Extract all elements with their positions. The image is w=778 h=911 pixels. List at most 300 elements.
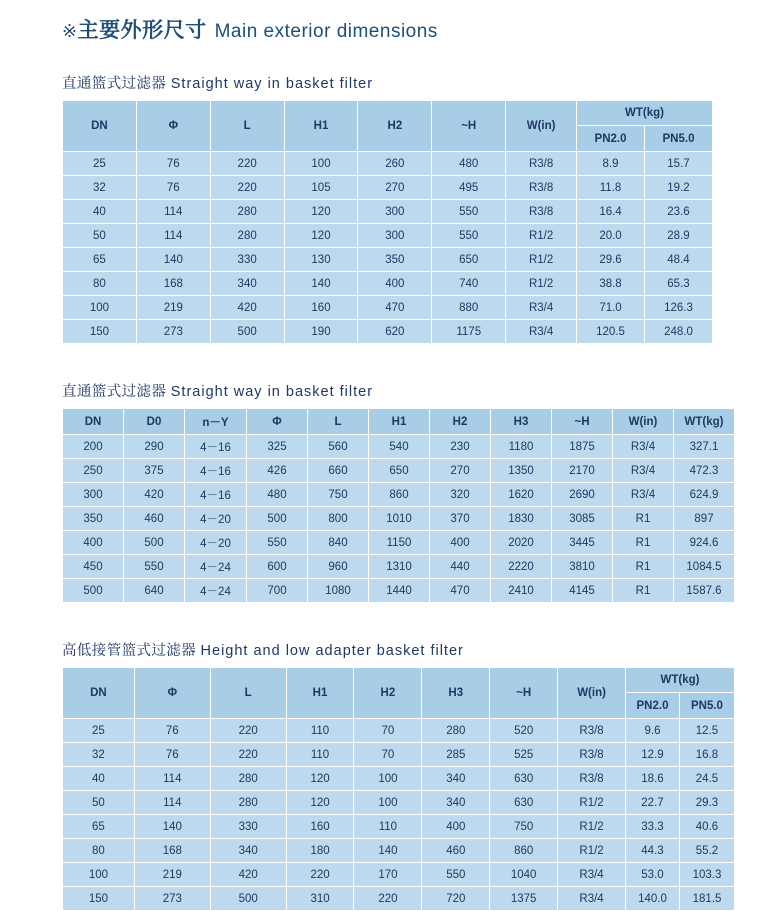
cell: 220 — [210, 152, 284, 176]
cell: 114 — [134, 767, 210, 791]
col-header-wt-group: WT(kg) — [577, 101, 713, 126]
cell: 500 — [63, 579, 124, 603]
section-title — [62, 639, 778, 660]
cell: R3/8 — [558, 719, 626, 743]
section-title-en: Height and low adapter basket filter — [200, 643, 464, 659]
cell: 120 — [284, 224, 358, 248]
cell: 325 — [247, 435, 308, 459]
cell: 860 — [369, 483, 430, 507]
cell: 220 — [210, 719, 286, 743]
cell: 130 — [284, 248, 358, 272]
cell: 495 — [432, 176, 506, 200]
cell: 310 — [286, 887, 354, 911]
cell: 1150 — [369, 531, 430, 555]
cell: 500 — [247, 507, 308, 531]
cell: 181.5 — [679, 887, 734, 911]
cell: 220 — [210, 743, 286, 767]
cell: 285 — [422, 743, 490, 767]
cell: 270 — [358, 176, 432, 200]
col-header-wt-group: WT(kg) — [626, 668, 735, 693]
table-row — [63, 531, 735, 555]
cell: 3445 — [552, 531, 613, 555]
table-row — [63, 459, 735, 483]
cell: 860 — [490, 839, 558, 863]
cell: 340 — [210, 272, 284, 296]
table-row — [63, 887, 735, 911]
cell: R1/2 — [506, 224, 577, 248]
col-header-dn: DN — [63, 668, 135, 719]
cell: 700 — [247, 579, 308, 603]
cell: 44.3 — [626, 839, 680, 863]
cell: 219 — [134, 863, 210, 887]
section-straight-way-large — [62, 380, 778, 603]
cell: 160 — [286, 815, 354, 839]
cell: 48.4 — [644, 248, 712, 272]
cell: 420 — [210, 296, 284, 320]
cell: 2410 — [491, 579, 552, 603]
cell: 300 — [358, 224, 432, 248]
cell: 220 — [354, 887, 422, 911]
cell: 260 — [358, 152, 432, 176]
cell: 525 — [490, 743, 558, 767]
cell: 8.9 — [577, 152, 645, 176]
table-row — [63, 863, 735, 887]
cell: 4－24 — [185, 555, 247, 579]
cell: 120 — [286, 767, 354, 791]
cell: 100 — [354, 767, 422, 791]
cell: 29.3 — [679, 791, 734, 815]
cell: 924.6 — [674, 531, 735, 555]
cell: 280 — [210, 200, 284, 224]
cell: 2020 — [491, 531, 552, 555]
col-header-w-in: W(in) — [506, 101, 577, 152]
cell: 1830 — [491, 507, 552, 531]
table-row — [63, 743, 735, 767]
cell: R1 — [613, 555, 674, 579]
cell: 273 — [136, 320, 210, 344]
section-title-en: Straight way in basket filter — [170, 384, 374, 400]
col-header-w-in: W(in) — [613, 409, 674, 435]
cell: 280 — [210, 767, 286, 791]
col-header-pn20: PN2.0 — [626, 693, 680, 719]
cell: 16.4 — [577, 200, 645, 224]
cell: 220 — [210, 176, 284, 200]
cell: 1587.6 — [674, 579, 735, 603]
cell: 71.0 — [577, 296, 645, 320]
cell: 4－16 — [185, 459, 247, 483]
cell: 140 — [134, 815, 210, 839]
cell: R1 — [613, 507, 674, 531]
cell: 180 — [286, 839, 354, 863]
cell: 880 — [432, 296, 506, 320]
cell: 520 — [490, 719, 558, 743]
cell: 280 — [210, 791, 286, 815]
cell: 550 — [422, 863, 490, 887]
cell: 400 — [63, 531, 124, 555]
cell: 270 — [430, 459, 491, 483]
table-header-row — [63, 668, 735, 693]
table-row — [63, 176, 713, 200]
col-header-wt: WT(kg) — [674, 409, 735, 435]
col-header-phi: Φ — [247, 409, 308, 435]
cell: R1/2 — [506, 248, 577, 272]
cell: 100 — [284, 152, 358, 176]
col-header-h2: H2 — [430, 409, 491, 435]
cell: 126.3 — [644, 296, 712, 320]
cell: 1875 — [552, 435, 613, 459]
table-row — [63, 719, 735, 743]
cell: 150 — [63, 320, 137, 344]
cell: 300 — [63, 483, 124, 507]
cell: 640 — [124, 579, 185, 603]
cell: 65.3 — [644, 272, 712, 296]
table-row — [63, 248, 713, 272]
col-header-phi: Φ — [136, 101, 210, 152]
cell: 600 — [247, 555, 308, 579]
cell: 105 — [284, 176, 358, 200]
cell: 1084.5 — [674, 555, 735, 579]
table-row — [63, 224, 713, 248]
table-row — [63, 483, 735, 507]
cell: 327.1 — [674, 435, 735, 459]
cell: 140 — [284, 272, 358, 296]
cell: 50 — [63, 224, 137, 248]
cell: 897 — [674, 507, 735, 531]
cell: 220 — [286, 863, 354, 887]
cell: 480 — [247, 483, 308, 507]
table-header-row — [63, 409, 735, 435]
table-row — [63, 507, 735, 531]
table-row — [63, 296, 713, 320]
cell: 40 — [63, 200, 137, 224]
cell: 65 — [63, 248, 137, 272]
cell: R3/8 — [558, 767, 626, 791]
col-header-h1: H1 — [369, 409, 430, 435]
cell: 168 — [136, 272, 210, 296]
cell: 470 — [358, 296, 432, 320]
cell: 960 — [308, 555, 369, 579]
cell: 4－24 — [185, 579, 247, 603]
cell: 375 — [124, 459, 185, 483]
cell: 200 — [63, 435, 124, 459]
cell: 80 — [63, 839, 135, 863]
cell: 750 — [308, 483, 369, 507]
table-row — [63, 320, 713, 344]
cell: 800 — [308, 507, 369, 531]
cell: 32 — [63, 743, 135, 767]
cell: 1620 — [491, 483, 552, 507]
col-header-h-approx: ~H — [490, 668, 558, 719]
section-title — [62, 380, 778, 401]
cell: 400 — [422, 815, 490, 839]
cell: 103.3 — [679, 863, 734, 887]
cell: 480 — [432, 152, 506, 176]
col-header-n-y: n－Y — [185, 409, 247, 435]
cell: 2170 — [552, 459, 613, 483]
cell: R3/8 — [506, 200, 577, 224]
cell: 1040 — [490, 863, 558, 887]
cell: 340 — [422, 791, 490, 815]
dimensions-table-1 — [62, 100, 713, 344]
cell: 70 — [354, 719, 422, 743]
col-header-dn: DN — [63, 409, 124, 435]
cell: 140 — [136, 248, 210, 272]
cell: 1180 — [491, 435, 552, 459]
cell: 340 — [210, 839, 286, 863]
cell: R3/4 — [613, 483, 674, 507]
cell: 1310 — [369, 555, 430, 579]
cell: 500 — [210, 320, 284, 344]
section-title-cn: 直通篮式过滤器 — [62, 76, 167, 92]
cell: 100 — [63, 296, 137, 320]
cell: 23.6 — [644, 200, 712, 224]
col-header-dn: DN — [63, 101, 137, 152]
table-row — [63, 200, 713, 224]
col-header-h2: H2 — [358, 101, 432, 152]
cell: 330 — [210, 248, 284, 272]
col-header-pn50: PN5.0 — [644, 126, 712, 152]
cell: 140 — [354, 839, 422, 863]
cell: 100 — [354, 791, 422, 815]
cell: 340 — [422, 767, 490, 791]
cell: 4－16 — [185, 483, 247, 507]
cell: R1/2 — [558, 839, 626, 863]
cell: 3085 — [552, 507, 613, 531]
section-straight-way-small — [62, 72, 778, 344]
cell: 1375 — [490, 887, 558, 911]
cell: 55.2 — [679, 839, 734, 863]
cell: 2220 — [491, 555, 552, 579]
cell: 840 — [308, 531, 369, 555]
cell: R3/8 — [506, 152, 577, 176]
cell: R1 — [613, 531, 674, 555]
table-header-row — [63, 101, 713, 126]
cell: 110 — [286, 743, 354, 767]
cell: 540 — [369, 435, 430, 459]
cell: R3/4 — [506, 296, 577, 320]
cell: 28.9 — [644, 224, 712, 248]
cell: 15.7 — [644, 152, 712, 176]
cell: 70 — [354, 743, 422, 767]
col-header-h3: H3 — [422, 668, 490, 719]
cell: 1175 — [432, 320, 506, 344]
cell: 273 — [134, 887, 210, 911]
cell: 400 — [358, 272, 432, 296]
cell: 550 — [124, 555, 185, 579]
col-header-h-approx: ~H — [432, 101, 506, 152]
table-row — [63, 791, 735, 815]
cell: 290 — [124, 435, 185, 459]
cell: 12.9 — [626, 743, 680, 767]
cell: 80 — [63, 272, 137, 296]
title-en: Main exterior dimensions — [214, 21, 438, 42]
col-header-pn50: PN5.0 — [679, 693, 734, 719]
cell: 250 — [63, 459, 124, 483]
cell: 2690 — [552, 483, 613, 507]
cell: R3/4 — [558, 863, 626, 887]
title-cn: 主要外形尺寸 — [77, 19, 207, 42]
cell: 470 — [430, 579, 491, 603]
cell: 76 — [134, 719, 210, 743]
cell: 650 — [432, 248, 506, 272]
cell: 740 — [432, 272, 506, 296]
cell: 76 — [136, 152, 210, 176]
cell: 100 — [63, 863, 135, 887]
section-title-cn: 高低接管篮式过滤器 — [62, 643, 197, 659]
cell: 248.0 — [644, 320, 712, 344]
col-header-h-approx: ~H — [552, 409, 613, 435]
cell: 16.8 — [679, 743, 734, 767]
col-header-l: L — [210, 101, 284, 152]
dimensions-table-2 — [62, 408, 735, 603]
cell: 4－20 — [185, 507, 247, 531]
col-header-h2: H2 — [354, 668, 422, 719]
cell: 170 — [354, 863, 422, 887]
cell: 20.0 — [577, 224, 645, 248]
cell: 4－16 — [185, 435, 247, 459]
cell: 140.0 — [626, 887, 680, 911]
cell: 350 — [63, 507, 124, 531]
cell: 630 — [490, 791, 558, 815]
cell: 18.6 — [626, 767, 680, 791]
cell: 460 — [124, 507, 185, 531]
cell: 19.2 — [644, 176, 712, 200]
cell: 460 — [422, 839, 490, 863]
cell: 370 — [430, 507, 491, 531]
cell: 53.0 — [626, 863, 680, 887]
title-mark: ※ — [62, 21, 78, 41]
cell: 9.6 — [626, 719, 680, 743]
table-row — [63, 152, 713, 176]
cell: 550 — [432, 224, 506, 248]
cell: 65 — [63, 815, 135, 839]
cell: 750 — [490, 815, 558, 839]
dimensions-table-3 — [62, 667, 735, 911]
cell: 660 — [308, 459, 369, 483]
table-row — [63, 767, 735, 791]
cell: 620 — [358, 320, 432, 344]
cell: R3/8 — [558, 743, 626, 767]
cell: 120 — [284, 200, 358, 224]
cell: 25 — [63, 152, 137, 176]
cell: 4145 — [552, 579, 613, 603]
cell: 560 — [308, 435, 369, 459]
cell: R3/4 — [558, 887, 626, 911]
cell: 440 — [430, 555, 491, 579]
cell: 300 — [358, 200, 432, 224]
cell: 630 — [490, 767, 558, 791]
cell: 624.9 — [674, 483, 735, 507]
table-row — [63, 579, 735, 603]
cell: 472.3 — [674, 459, 735, 483]
cell: 350 — [358, 248, 432, 272]
cell: 650 — [369, 459, 430, 483]
cell: R1/2 — [558, 791, 626, 815]
cell: 33.3 — [626, 815, 680, 839]
cell: R3/4 — [613, 459, 674, 483]
cell: 219 — [136, 296, 210, 320]
cell: R1/2 — [558, 815, 626, 839]
cell: 1010 — [369, 507, 430, 531]
cell: 40 — [63, 767, 135, 791]
cell: 420 — [124, 483, 185, 507]
cell: R3/4 — [613, 435, 674, 459]
cell: R1 — [613, 579, 674, 603]
cell: 22.7 — [626, 791, 680, 815]
cell: 550 — [432, 200, 506, 224]
table-row — [63, 555, 735, 579]
section-height-low-adapter — [62, 639, 778, 911]
cell: 114 — [136, 224, 210, 248]
cell: 500 — [124, 531, 185, 555]
cell: 190 — [284, 320, 358, 344]
col-header-w-in: W(in) — [558, 668, 626, 719]
cell: 120.5 — [577, 320, 645, 344]
cell: 280 — [210, 224, 284, 248]
cell: 25 — [63, 719, 135, 743]
cell: 120 — [286, 791, 354, 815]
cell: 114 — [134, 791, 210, 815]
cell: R3/4 — [506, 320, 577, 344]
cell: 76 — [136, 176, 210, 200]
cell: 110 — [354, 815, 422, 839]
table-row — [63, 839, 735, 863]
table-row — [63, 435, 735, 459]
cell: 320 — [430, 483, 491, 507]
cell: R1/2 — [506, 272, 577, 296]
cell: 3810 — [552, 555, 613, 579]
cell: 230 — [430, 435, 491, 459]
section-title — [62, 72, 778, 93]
cell: 168 — [134, 839, 210, 863]
cell: 12.5 — [679, 719, 734, 743]
table-row — [63, 272, 713, 296]
cell: 1440 — [369, 579, 430, 603]
cell: 50 — [63, 791, 135, 815]
col-header-h3: H3 — [491, 409, 552, 435]
page-title — [62, 14, 778, 44]
cell: 420 — [210, 863, 286, 887]
table-row — [63, 815, 735, 839]
cell: 280 — [422, 719, 490, 743]
col-header-phi: Φ — [134, 668, 210, 719]
col-header-d0: D0 — [124, 409, 185, 435]
cell: 24.5 — [679, 767, 734, 791]
cell: 32 — [63, 176, 137, 200]
col-header-l: L — [210, 668, 286, 719]
cell: 38.8 — [577, 272, 645, 296]
cell: 720 — [422, 887, 490, 911]
cell: R3/8 — [506, 176, 577, 200]
cell: 110 — [286, 719, 354, 743]
cell: 4－20 — [185, 531, 247, 555]
cell: 450 — [63, 555, 124, 579]
cell: 114 — [136, 200, 210, 224]
cell: 29.6 — [577, 248, 645, 272]
col-header-h1: H1 — [286, 668, 354, 719]
section-title-cn: 直通篮式过滤器 — [62, 384, 167, 400]
cell: 400 — [430, 531, 491, 555]
cell: 330 — [210, 815, 286, 839]
cell: 150 — [63, 887, 135, 911]
cell: 1350 — [491, 459, 552, 483]
col-header-h1: H1 — [284, 101, 358, 152]
cell: 550 — [247, 531, 308, 555]
col-header-pn20: PN2.0 — [577, 126, 645, 152]
section-title-en: Straight way in basket filter — [170, 76, 374, 92]
cell: 500 — [210, 887, 286, 911]
cell: 76 — [134, 743, 210, 767]
